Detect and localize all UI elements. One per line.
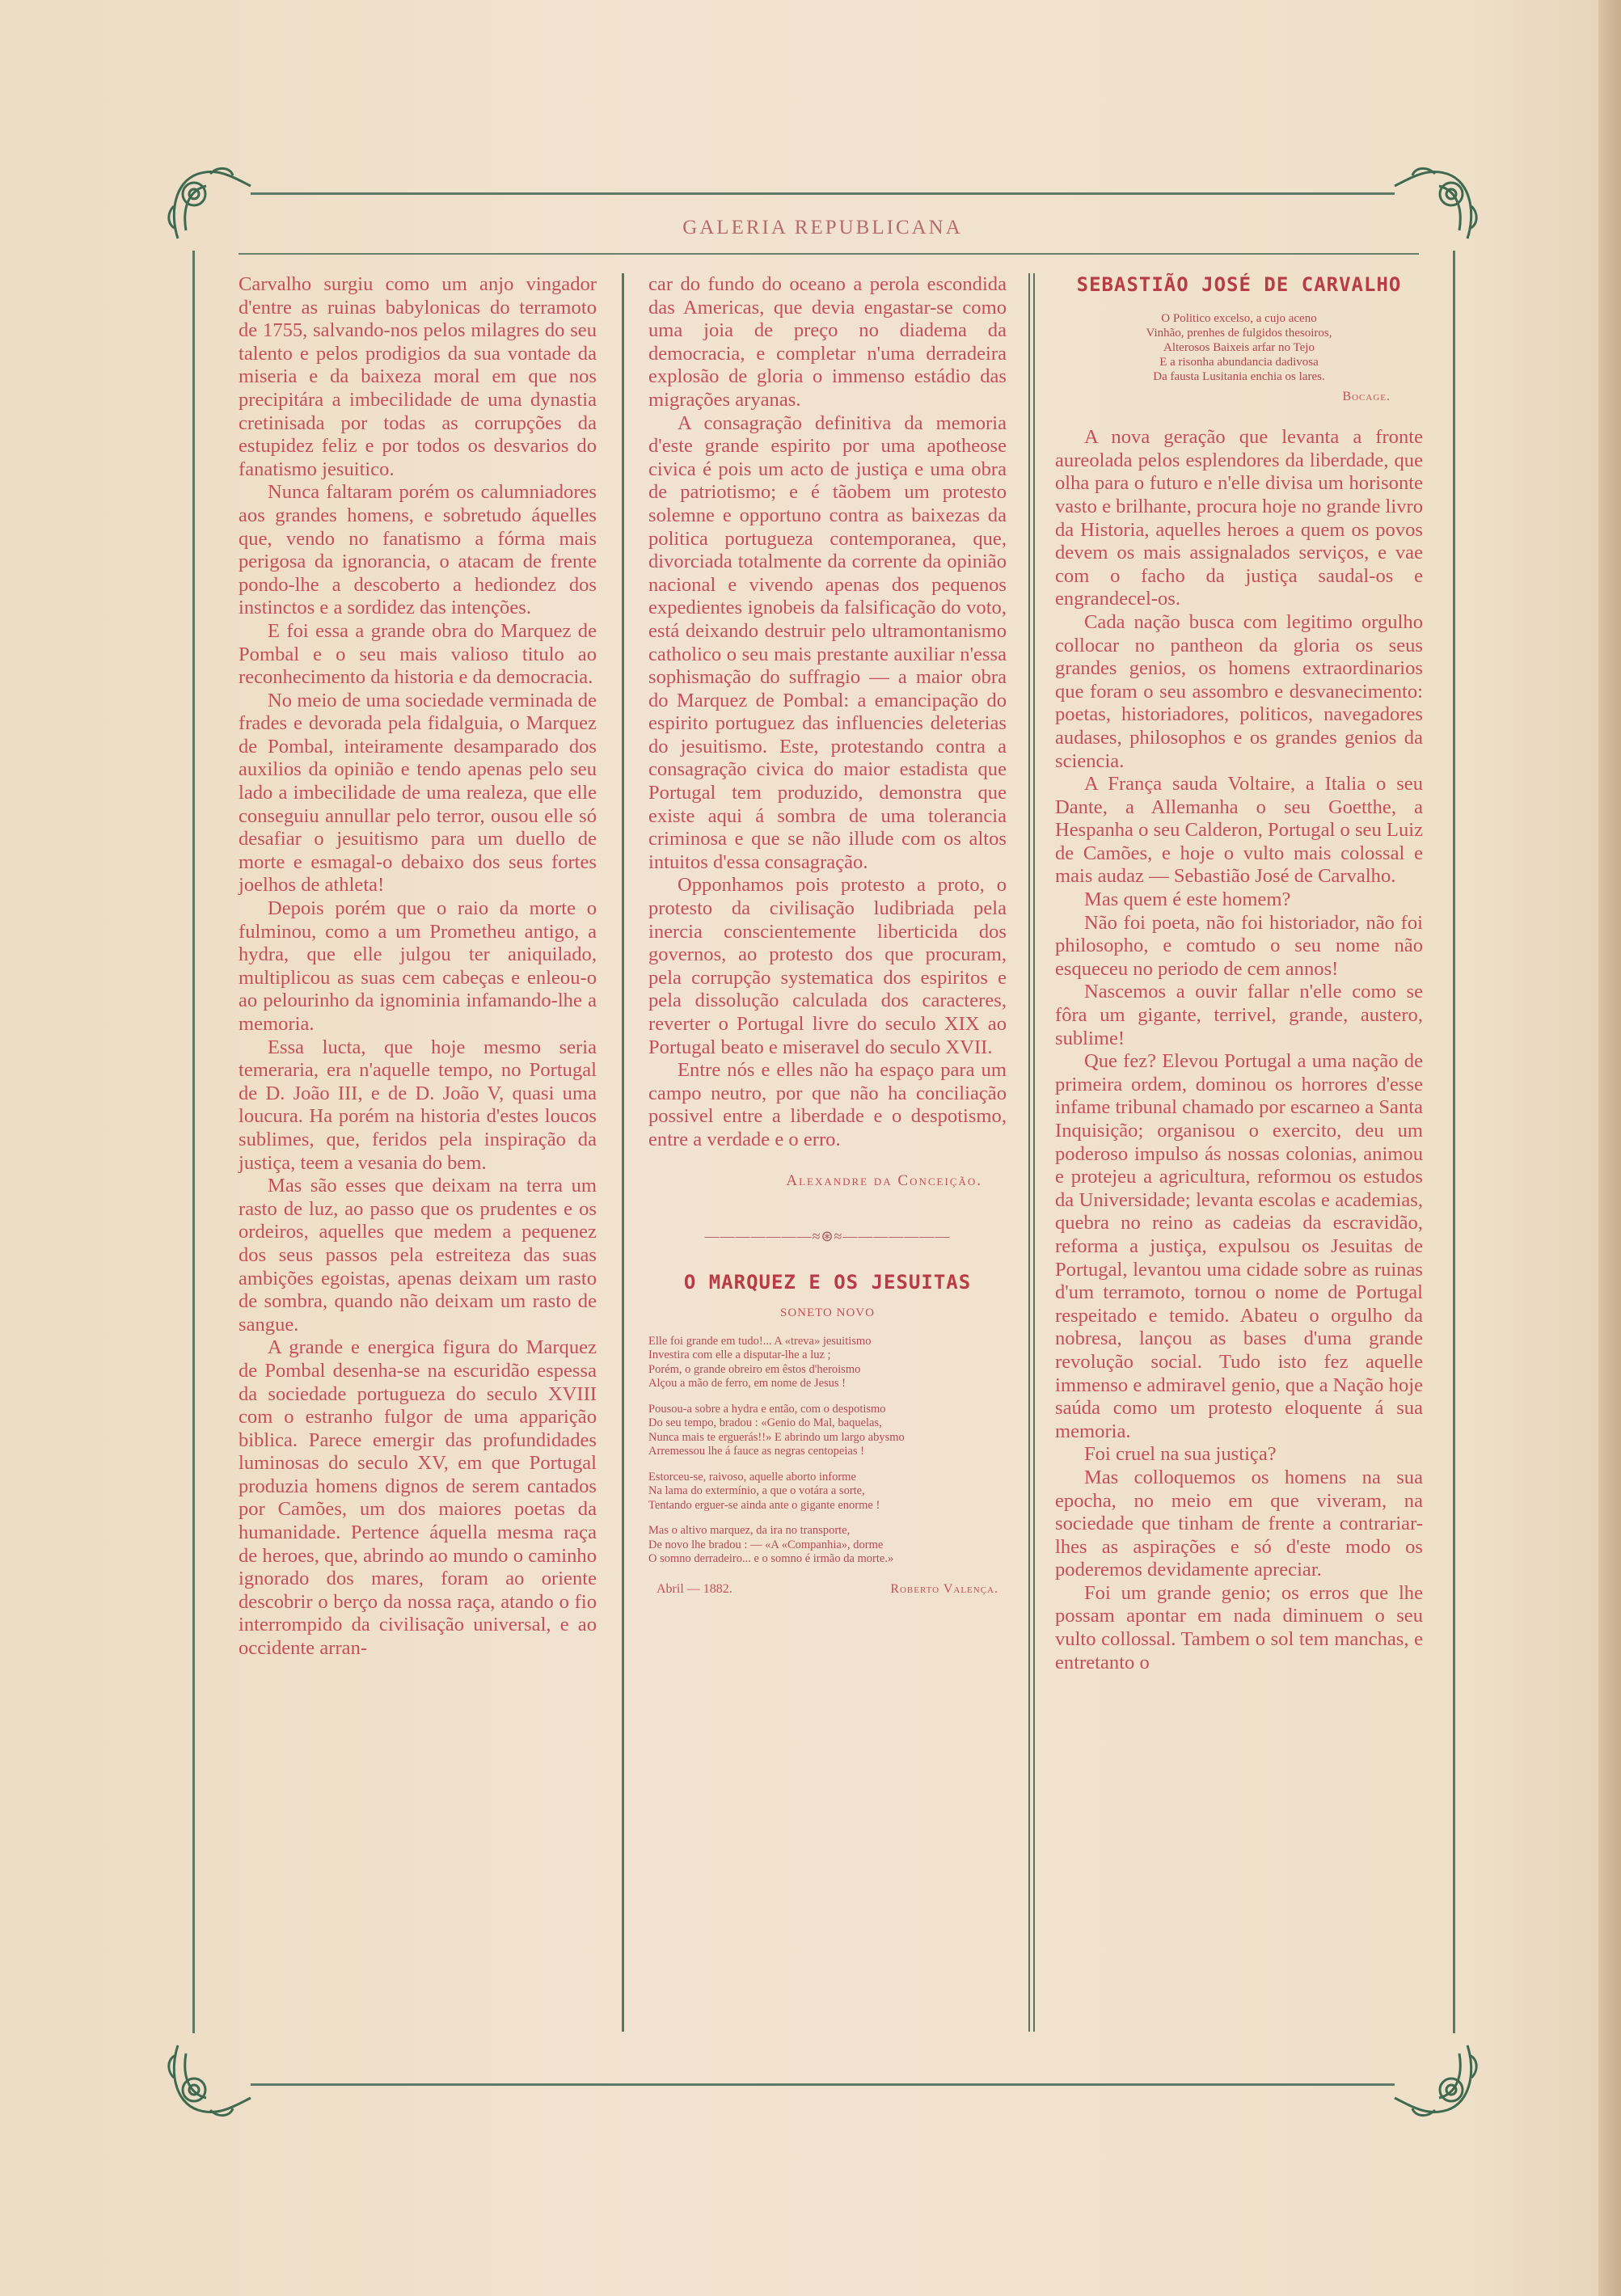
- paragraph: Foi um grande genio; os erros que lhe possam apontar em nada diminuem o seu vulto collossal. Tambem o sol tem manchas, e entretanto o: [1055, 1581, 1423, 1673]
- paragraph: E foi essa a grande obra do Marquez de Pombal e o seu mais valioso titulo ao reconhecimento da historia e da democracia.: [239, 619, 597, 689]
- paragraph: Essa lucta, que hoje mesmo seria temeraria, era n'aquelle tempo, no Portugal de D. João III, e de D. João V, quasi uma loucura. Ha porém na historia d'estes loucos sublimes, que, feridos pela inspiração da justiça, teem a vesania do bem.: [239, 1036, 597, 1174]
- scroll-ornament-icon: [1387, 2029, 1484, 2126]
- paragraph: A grande e energica figura do Marquez de Pombal desenha-se na escuridão espessa da sociedade portugueza do seculo XVIII com o estranho fulgor de uma apparição biblica. Parece emergir das profundidades luminosas do seculo XV, em que Portugal produzia homens dignos de serem cantados por Camões, um dos maiores poetas da humanidade. Pertence áquella mesma raça de heroes, que, abrindo ao mundo o caminho ignorado dos mares, foram ao oriente descobrir o berço da nossa raça, atando o fio interrompido da civilisação universal, e ao occidente arran-: [239, 1336, 597, 1660]
- epigraph: O Politico excelso, a cujo aceno Vinhão, prenhes de fulgidos thesoiros, Alterosos Baixeis arfar no Tejo E a risonha abundancia dadivosa Da fausta Lusitania enchia os lares.: [1146, 311, 1332, 383]
- paragraph: A nova geração que levanta a fronte aureolada pelos esplendores da liberdade, que olha para o futuro e n'elle divisa um horisonte vasto e brilhante, procura hoje no grande livro da Historia, aquelles heroes a quem os povos devem os mais assignalados serviços, e vae com o facho da justiça saudal-os e engrandecel-os.: [1055, 426, 1423, 610]
- paragraph: Mas colloquemos os homens na sua epocha, no meio em que viveram, na sociedade que tinham de frente a contrariar-lhes as aspirações e só d'este modo os poderemos devidamente apreciar.: [1055, 1466, 1423, 1581]
- paragraph: Nunca faltaram porém os calumniadores aos grandes homens, e sobretudo áquelles que, vendo no fanatismo a fórma mais perigosa da ignorancia, o atacam de frente pondo-lhe a descoberto a hediondez dos instinctos e a sordidez das intenções.: [239, 481, 597, 619]
- page-edge: [1598, 0, 1621, 2296]
- article-title: SEBASTIÃO JOSÉ DE CARVALHO: [1076, 273, 1402, 296]
- header-rule: [239, 253, 1419, 255]
- divider-ornament: ———————≈⊛≈———————: [704, 1228, 951, 1245]
- article-signature: Alexandre da Conceição.: [786, 1171, 982, 1189]
- paragraph: Depois porém que o raio da morte o fulminou, como a um Prometheu antigo, a hydra, que elle julgou ter aniquilado, multiplicou as suas cem cabeças e enleou-o ao pelourinho da ignominia infamando-lhe a memoria.: [239, 897, 597, 1035]
- paragraph: Entre nós e elles não ha espaço para um campo neutro, por que não ha conciliação possivel entre a liberdade e o despotismo, entre a verdade e o erro.: [648, 1059, 1007, 1150]
- frame-bottom-line: [251, 2083, 1395, 2086]
- page-frame: [170, 170, 1475, 2114]
- column-1: [239, 273, 597, 1661]
- epigraph-author: Bocage.: [1342, 389, 1391, 403]
- frame-top-line: [251, 192, 1395, 195]
- sonnet-title: O MARQUEZ E OS JESUITAS: [683, 1270, 972, 1294]
- paragraph: Cada nação busca com legitimo orgulho collocar no pantheon da gloria os seus grandes genios, os homens extraordinarios que foram o seu assombro e desvanecimento: poetas, historiadores, politicos, navegadores audases, philosophos e os grandes genios da sciencia.: [1055, 610, 1423, 772]
- paragraph: Foi cruel na sua justiça?: [1084, 1443, 1277, 1466]
- paragraph: Não foi poeta, não foi historiador, não foi philosopho, e comtudo o seu nome não esqueceu no periodo de cem annos!: [1055, 911, 1423, 980]
- paragraph: Opponhamos pois protesto a proto, o protesto da civilisação ludibriada pela inercia conscientemente liberticida dos governos, ao protesto dos que procuram, pela corrupção systematica dos espiritos e pela dissolução calculada dos caracteres, reverter o Portugal livre do seculo XIX ao Portugal beato e miseravel do seculo XVII.: [648, 874, 1007, 1058]
- sonnet-subtitle: SONETO NOVO: [780, 1306, 875, 1320]
- sonnet-author: Roberto Valença.: [890, 1581, 998, 1596]
- sonnet-stanza: Mas o altivo marquez, da ira no transporte, De novo lhe bradou : — «A «Companhia», dorme O somno derradeiro... e o somno é irmão da morte.»: [648, 1524, 894, 1566]
- paragraph: A França sauda Voltaire, a Italia o seu Dante, a Allemanha o seu Goetthe, a Hespanha o seu Calderon, Portugal o seu Luiz de Camões, e hoje o vulto mais colossal e mais audaz — Sebastião José de Carvalho.: [1055, 773, 1423, 888]
- sonnet-stanza: Elle foi grande em tudo!... A «treva» jesuitismo Investira com elle a disputar-lhe a luz ; Porém, o grande obreiro em êstos d'heroismo Alçou a mão de ferro, em nome de Jesus !: [648, 1334, 872, 1391]
- paragraph: Nascemos a ouvir fallar n'elle como se fôra um gigante, terrivel, grande, austero, sublime!: [1055, 981, 1423, 1049]
- paragraph: Carvalho surgiu como um anjo vingador d'entre as ruinas babylonicas do terramoto de 1755, salvando-nos pelos milagres do seu talento e pelos prodigios da sua vontade da miseria e da baixeza moral em que nos precipitára a imbecilidade de uma dynastia cretinisada por todas as corrupções da estupidez feliz e por todos os desvarios do fanatismo jesuitico.: [239, 273, 597, 480]
- paragraph: No meio de uma sociedade verminada de frades e devorada pela fidalguia, o Marquez de Pombal, inteiramente desamparado dos auxilios da opinião e tendo apenas pelo seu lado a imbecilidade de uma realeza, que elle conseguiu annullar pelo terror, ousou elle só desafiar o jesuitismo para um duello de morte e esmagal-o debaixo dos seus fortes joelhos de athleta!: [239, 689, 597, 897]
- frame-right-line: [1453, 251, 1455, 2033]
- scroll-ornament-icon: [1387, 158, 1484, 255]
- frame-left-line: [192, 251, 195, 2033]
- running-header: GALERIA REPUBLICANA: [682, 217, 963, 238]
- column-separator: [1033, 273, 1035, 2032]
- paragraph: A consagração definitiva da memoria d'este grande espirito por uma apotheose civica é pois um acto de justiça e uma obra de patriotismo; e é tãobem um protesto solemne e opportuno contra as baixezas da politica portugueza contemporanea, que, divorciada totalmente da corrente da opinião nacional e vivendo apenas dos pequenos expedientes ignobeis da falsificação do voto, está deixando destruir pelo ultramontanismo catholico o seu mais prestante auxiliar n'essa sophismação do suffragio — a maior obra do Marquez de Pombal: a emancipação do espirito portuguez das influencies deleterias do jesuitismo. Este, protestando contra a consagração civica do maior estadista que Portugal tem produzido, demonstra que existe aqui á sombra de uma tolerancia criminosa e que se não illude com os altos intuitos d'essa consagração.: [648, 412, 1007, 873]
- sonnet-stanza: Estorceu-se, raivoso, aquelle aborto informe Na lama do extermínio, a que o votára a sorte, Tentando erguer-se ainda ante o gigante enorme !: [648, 1470, 880, 1512]
- column-3: [1055, 273, 1423, 1674]
- scroll-ornament-icon: [162, 158, 259, 255]
- paragraph: Que fez? Elevou Portugal a uma nação de primeira ordem, dominou os horrores d'esse infame tribunal chamado por escarneo a Santa Inquisição; organisou o exercito, deu um poderoso impulso ás nossas colonias, animou e protejeu a agricultura, reformou os estudos da Universidade; levanta escolas e academias, quebra no reino as cadeias da escravidão, reforma a justiça, expulsou os Jesuitas de Portugal, levantou uma cidade sobre as ruinas d'um terramoto, tornou o nome de Portugal respeitado e temido. Abateu o orgulho da nobresa, lançou as bases d'uma grande revolução social. Tudo isto fez aquelle immenso e admiravel genio, que a Nação hoje saúda como um protesto eloquente á sua memoria.: [1055, 1050, 1423, 1442]
- scroll-ornament-icon: [162, 2029, 259, 2126]
- sonnet-stanza: Pousou-a sobre a hydra e então, com o despotismo Do seu tempo, bradou : «Genio do Mal, baquelas, Nunca mais te erguerás!!» E abrindo um largo abysmo Arremessou lhe á fauce as negras centopeias !: [648, 1402, 905, 1458]
- sonnet-date: Abril — 1882.: [656, 1581, 732, 1596]
- paragraph: car do fundo do oceano a perola escondida das Americas, que devia engastar-se como uma joia de preço no diadema da democracia, e completar n'uma derradeira explosão de gloria o immenso estádio das migrações aryanas.: [648, 273, 1007, 411]
- column-2: [648, 273, 1007, 1602]
- paragraph: Mas são esses que deixam na terra um rasto de luz, ao passo que os prudentes e os ordeiros, aquelles que medem a pequenez dos seus passos pela estreiteza das suas ambições egoistas, apenas deixam um rasto de sombra, quando não deixam um rasto de sangue.: [239, 1175, 597, 1336]
- column-separator: [1028, 273, 1030, 2032]
- paragraph: Mas quem é este homem?: [1084, 888, 1291, 911]
- sonnet-footer: [648, 1578, 1007, 1602]
- column-separator: [622, 273, 624, 2032]
